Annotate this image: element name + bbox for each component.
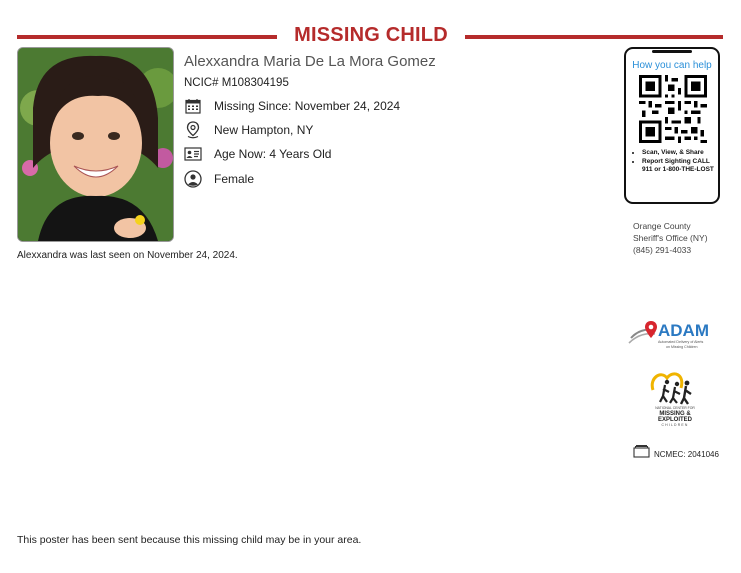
ncmec-logo-line1: NATIONAL CENTER FOR: [655, 406, 695, 410]
ncmec-logo-line2: MISSING &: [659, 411, 691, 417]
child-name: Alexxandra Maria De La Mora Gomez: [184, 53, 436, 70]
ncmec-logo: [645, 368, 705, 428]
missing-since-row: [184, 96, 401, 116]
ncmec-id-text: NCMEC: 2041046: [654, 449, 719, 459]
location-row: [184, 120, 314, 140]
child-photo-illustration: [18, 48, 173, 241]
adam-tagline-1: Automated Delivery of Alerts: [658, 340, 704, 344]
ncmec-case-id: [633, 446, 719, 462]
adam-logo: [628, 318, 720, 354]
help-bullet-report: • Report Sighting CALL 911 or 1-800-THE-LOST: [642, 158, 718, 174]
person-icon: [184, 170, 202, 188]
missing-since-text: Missing Since: November 24, 2024: [214, 99, 401, 113]
ncic-number: NCIC# M108304195: [184, 77, 289, 89]
help-bullet-scan: • Scan, View, & Share: [642, 149, 718, 157]
age-text: Age Now: 4 Years Old: [214, 147, 332, 161]
sex-text: Female: [214, 172, 255, 186]
header: [17, 24, 723, 48]
sex-row: [184, 169, 255, 189]
location-text: New Hampton, NY: [214, 123, 314, 137]
page-title: MISSING CHILD: [294, 24, 448, 46]
last-seen-text: Alexxandra was last seen on November 24, 2024.: [17, 250, 238, 261]
id-card-icon: [184, 145, 202, 163]
help-card: [624, 47, 720, 204]
agency-name-line2: Sheriff's Office (NY): [633, 233, 708, 243]
location-pin-icon: [184, 121, 202, 139]
ncmec-logo-line4: CHILDREN: [661, 423, 689, 427]
age-row: [184, 144, 332, 164]
file-icon: [633, 445, 650, 463]
help-bullets: [632, 149, 718, 175]
agency-name-line1: Orange County: [633, 221, 691, 231]
header-rule-left: [17, 35, 277, 39]
ncmec-logo-line3: EXPLOITED: [657, 417, 693, 423]
child-photo: [17, 47, 174, 242]
help-title: How you can help: [632, 60, 712, 71]
phone-notch: [652, 50, 692, 53]
agency-contact: [633, 220, 708, 256]
footer-note: This poster has been sent because this missing child may be in your area.: [17, 534, 362, 546]
adam-tagline-2: on Missing Children: [666, 345, 698, 349]
calendar-icon: [184, 97, 202, 115]
header-rule-right: [465, 35, 723, 39]
qr-code-icon[interactable]: [639, 75, 707, 143]
agency-phone[interactable]: (845) 291-4033: [633, 245, 692, 255]
adam-wordmark: ADAM: [658, 321, 709, 340]
